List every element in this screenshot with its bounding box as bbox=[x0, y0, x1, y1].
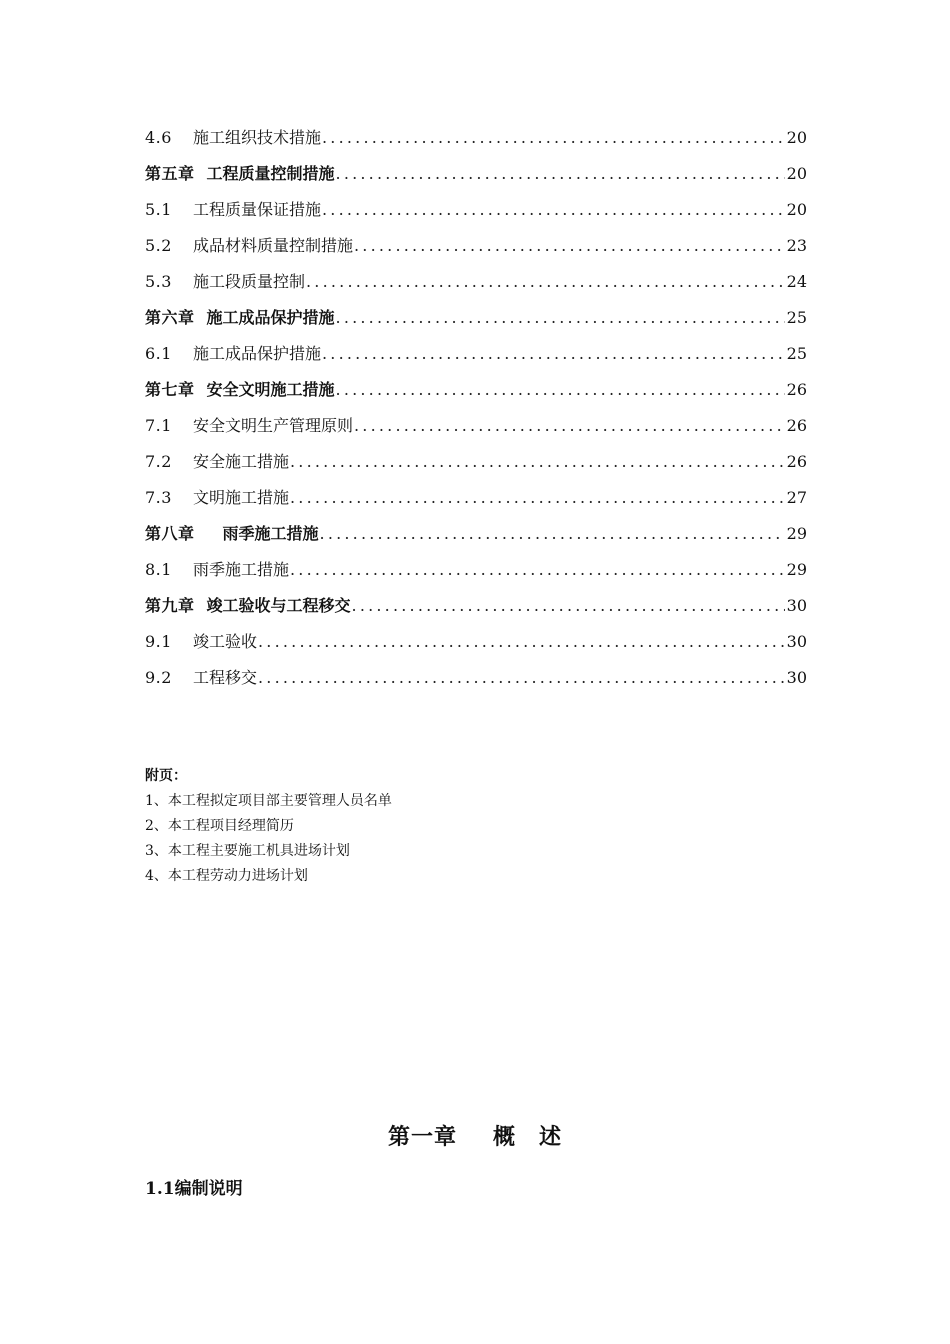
appendix-title: 附页： bbox=[145, 768, 187, 784]
toc-entry-title: 文明施工措施 bbox=[193, 488, 290, 507]
appendix-list bbox=[145, 789, 645, 889]
toc-entry-page: 29 bbox=[786, 524, 807, 543]
appendix-item: 4、本工程劳动力进场计划 bbox=[145, 868, 308, 884]
toc-entry-number: 第七章 bbox=[145, 380, 195, 399]
toc-entry[interactable] bbox=[145, 444, 807, 480]
toc-dot-leader bbox=[290, 552, 785, 588]
toc-dot-leader bbox=[322, 336, 785, 372]
toc-dot-leader bbox=[258, 624, 785, 660]
toc-entry-number: 9.2 bbox=[145, 668, 172, 687]
toc-dot-leader bbox=[336, 300, 785, 336]
toc-entry[interactable] bbox=[145, 336, 807, 372]
toc-dot-leader bbox=[336, 156, 785, 192]
toc-entry-title: 工程质量控制措施 bbox=[206, 164, 335, 183]
toc-entry-page: 30 bbox=[786, 668, 807, 687]
toc-dot-leader bbox=[354, 408, 785, 444]
toc-entry-page: 30 bbox=[786, 632, 807, 651]
toc-entry-number: 5.2 bbox=[145, 236, 172, 255]
toc-dot-leader bbox=[290, 480, 785, 516]
toc-entry[interactable] bbox=[145, 552, 807, 588]
toc-entry-number: 7.2 bbox=[145, 452, 172, 471]
chapter-heading-title: 概 述 bbox=[493, 1124, 563, 1150]
toc-entry-page: 20 bbox=[786, 164, 807, 183]
chapter-heading bbox=[0, 1120, 950, 1151]
toc-entry[interactable] bbox=[145, 192, 807, 228]
toc-entry-title: 雨季施工措施 bbox=[193, 560, 290, 579]
toc-entry[interactable] bbox=[145, 480, 807, 516]
toc-entry-title: 成品材料质量控制措施 bbox=[193, 236, 354, 255]
toc-entry-number: 5.3 bbox=[145, 272, 172, 291]
toc-entry-page: 20 bbox=[786, 200, 807, 219]
toc-entry-title: 施工组织技术措施 bbox=[193, 128, 322, 147]
appendix-section bbox=[145, 764, 645, 889]
toc-entry-title: 竣工验收与工程移交 bbox=[206, 596, 351, 615]
chapter-heading-number: 第一章 bbox=[387, 1124, 457, 1150]
toc-entry-page: 26 bbox=[786, 452, 807, 471]
toc-entry-number: 9.1 bbox=[145, 632, 172, 651]
toc-entry-page: 25 bbox=[786, 344, 807, 363]
toc-entry-page: 26 bbox=[786, 416, 807, 435]
toc-entry-page: 26 bbox=[786, 380, 807, 399]
appendix-item: 3、本工程主要施工机具进场计划 bbox=[145, 843, 350, 859]
toc-entry-page: 30 bbox=[786, 596, 807, 615]
toc-entry-chapter[interactable] bbox=[145, 588, 807, 624]
toc-dot-leader bbox=[352, 588, 785, 624]
toc-entry-title: 施工成品保护措施 bbox=[206, 308, 335, 327]
toc-entry-title: 雨季施工措施 bbox=[222, 524, 319, 543]
toc-entry[interactable] bbox=[145, 660, 807, 696]
toc-entry[interactable] bbox=[145, 624, 807, 660]
toc-entry-title: 安全文明生产管理原则 bbox=[193, 416, 354, 435]
toc-entry-number: 第五章 bbox=[145, 164, 195, 183]
toc-entry-page: 29 bbox=[786, 560, 807, 579]
table-of-contents bbox=[145, 120, 807, 696]
toc-entry[interactable] bbox=[145, 264, 807, 300]
toc-dot-leader bbox=[290, 444, 785, 480]
toc-entry-title: 施工成品保护措施 bbox=[193, 344, 322, 363]
toc-entry-page: 23 bbox=[786, 236, 807, 255]
toc-entry-number: 第九章 bbox=[145, 596, 195, 615]
toc-entry-page: 24 bbox=[786, 272, 807, 291]
appendix-item: 1、本工程拟定项目部主要管理人员名单 bbox=[145, 793, 392, 809]
toc-entry-number: 第八章 bbox=[145, 524, 195, 543]
toc-dot-leader bbox=[258, 660, 785, 696]
toc-entry[interactable] bbox=[145, 120, 807, 156]
toc-dot-leader bbox=[354, 228, 785, 264]
toc-entry-title: 施工段质量控制 bbox=[193, 272, 306, 291]
toc-entry-title: 安全文明施工措施 bbox=[206, 380, 335, 399]
toc-dot-leader bbox=[306, 264, 785, 300]
toc-dot-leader bbox=[336, 372, 785, 408]
toc-entry-chapter[interactable] bbox=[145, 516, 807, 552]
toc-entry-chapter[interactable] bbox=[145, 300, 807, 336]
toc-entry-page: 27 bbox=[786, 488, 807, 507]
toc-entry-chapter[interactable] bbox=[145, 372, 807, 408]
toc-entry-number: 7.3 bbox=[145, 488, 172, 507]
toc-entry-title: 工程移交 bbox=[193, 668, 258, 687]
section-heading: 1.1编制说明 bbox=[145, 1179, 243, 1199]
toc-entry-chapter[interactable] bbox=[145, 156, 807, 192]
toc-entry-page: 20 bbox=[786, 128, 807, 147]
toc-dot-leader bbox=[322, 120, 785, 156]
toc-entry[interactable] bbox=[145, 228, 807, 264]
appendix-item: 2、本工程项目经理简历 bbox=[145, 818, 294, 834]
toc-entry-title: 安全施工措施 bbox=[193, 452, 290, 471]
toc-entry-page: 25 bbox=[786, 308, 807, 327]
toc-entry-title: 竣工验收 bbox=[193, 632, 258, 651]
toc-entry-number: 5.1 bbox=[145, 200, 172, 219]
toc-dot-leader bbox=[322, 192, 785, 228]
toc-entry-number: 第六章 bbox=[145, 308, 195, 327]
toc-entry-number: 7.1 bbox=[145, 416, 172, 435]
toc-entry-number: 6.1 bbox=[145, 344, 172, 363]
toc-entry-number: 8.1 bbox=[145, 560, 172, 579]
toc-dot-leader bbox=[320, 516, 785, 552]
toc-entry-title: 工程质量保证措施 bbox=[193, 200, 322, 219]
toc-entry[interactable] bbox=[145, 408, 807, 444]
toc-entry-number: 4.6 bbox=[145, 128, 172, 147]
